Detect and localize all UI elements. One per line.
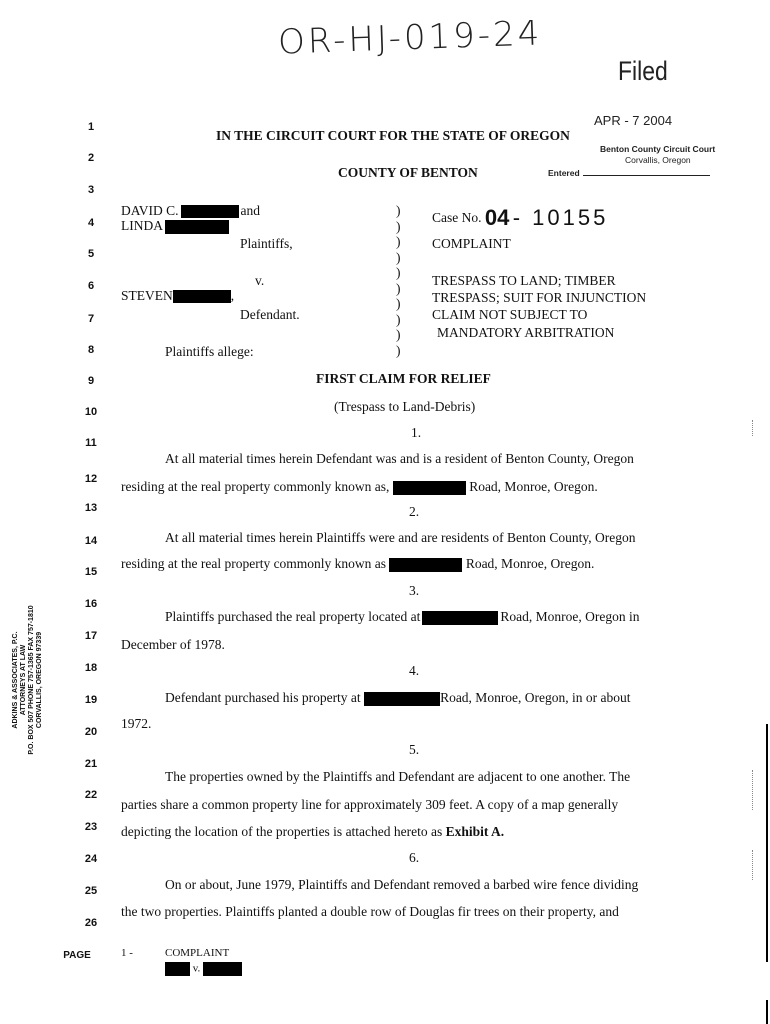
defendant-line xyxy=(121,288,234,304)
claim-description-1: TRESPASS TO LAND; TIMBER xyxy=(432,273,616,288)
law-firm-attorneys: ATTORNEYS AT LAW xyxy=(20,644,27,716)
paragraph-number: 2. xyxy=(409,504,420,519)
case-number-label: Case No. xyxy=(432,210,482,225)
paragraph-3-address: Road, Monroe, Oregon in xyxy=(500,609,640,624)
line-number: 5 xyxy=(87,248,95,260)
case-number-prefix: 04 xyxy=(484,205,510,230)
page-label: PAGE xyxy=(63,950,91,961)
line-number: 3 xyxy=(87,184,95,196)
plaintiff-first-line xyxy=(121,203,260,219)
caption-parentheses: ) ) ) ) ) ) ) ) ) ) xyxy=(396,203,401,358)
line-number: 20 xyxy=(84,726,98,738)
paragraph-1-line-1: At all material times herein Defendant was and is a resident of Benton County, Oregon xyxy=(165,451,634,466)
redaction-bar xyxy=(422,611,498,625)
defendant-label: Defendant. xyxy=(240,307,300,322)
redaction-bar xyxy=(393,481,466,495)
and-text: and xyxy=(240,203,261,218)
redaction-bar xyxy=(364,692,440,706)
line-number: 24 xyxy=(84,853,98,865)
paragraph-1-text: residing at the real property commonly known as, xyxy=(121,479,390,494)
scan-dots xyxy=(752,770,754,810)
line-number: 11 xyxy=(85,437,97,449)
law-firm-name: ADKINS & ASSOCIATES, P.C. xyxy=(12,631,19,729)
paragraph-4-text: Defendant purchased his property at xyxy=(165,690,361,705)
line-number: 14 xyxy=(84,535,98,547)
case-number-suffix: - 10155 xyxy=(512,205,609,230)
footer-document-label: COMPLAINT xyxy=(165,947,230,959)
claim-subheading: (Trespass to Land-Debris) xyxy=(334,399,476,414)
line-number: 17 xyxy=(84,630,98,642)
line-number: 16 xyxy=(84,598,98,610)
versus: v. xyxy=(255,273,265,288)
line-number: 10 xyxy=(84,406,98,418)
plaintiff-second-name: LINDA xyxy=(121,218,163,233)
line-number: 23 xyxy=(84,821,98,833)
footer-caption xyxy=(165,962,242,976)
paragraph-5-text: depicting the location of the properties is attached hereto as xyxy=(121,824,443,839)
claim-description-3: CLAIM NOT SUBJECT TO xyxy=(432,307,588,322)
line-number: 18 xyxy=(84,662,98,674)
line-number: 7 xyxy=(87,313,95,325)
paragraph-1-address: Road, Monroe, Oregon. xyxy=(469,479,598,494)
line-number: 26 xyxy=(84,917,98,929)
paragraph-number: 5. xyxy=(409,742,420,757)
exhibit-reference: Exhibit A. xyxy=(445,824,505,839)
footer-versus: v. xyxy=(192,962,201,975)
comma: , xyxy=(230,288,235,303)
law-firm-address: P.O. BOX 507 PHONE 757-1365 FAX 757-1810 xyxy=(28,605,35,755)
entered-line xyxy=(583,175,710,176)
paragraph-number: 3. xyxy=(409,583,420,598)
paragraph-6-line-1: On or about, June 1979, Plaintiffs and Defendant removed a barbed wire fence dividing xyxy=(165,877,639,892)
handwritten-case-number: OR-HJ-019-24 xyxy=(277,13,543,63)
line-number: 19 xyxy=(84,694,98,706)
filed-stamp-date: APR - 7 2004 xyxy=(594,113,673,128)
paragraph-6-line-2: the two properties. Plaintiffs planted a double row of Douglas fir trees on their property, and xyxy=(121,904,619,919)
line-number: 1 xyxy=(87,121,95,133)
document-type: COMPLAINT xyxy=(432,236,511,251)
redaction-bar xyxy=(165,220,229,234)
page-number: 1 - xyxy=(121,947,133,959)
line-number: 9 xyxy=(87,375,95,387)
line-number: 4 xyxy=(87,217,95,229)
redaction-bar xyxy=(165,962,190,976)
claim-description-2: TRESPASS; SUIT FOR INJUNCTION xyxy=(432,290,647,305)
claim-description-4: MANDATORY ARBITRATION xyxy=(437,325,615,340)
paragraph-number: 6. xyxy=(409,850,420,865)
filed-stamp-city: Corvallis, Oregon xyxy=(625,155,691,165)
paragraph-5-line-2: parties share a common property line for approximately 309 feet. A copy of a map generally xyxy=(121,797,619,812)
paragraph-number: 4. xyxy=(409,663,420,678)
line-number: 2 xyxy=(87,152,95,164)
filed-stamp-title: Filed xyxy=(618,56,668,86)
scan-dots xyxy=(752,850,754,880)
paragraph-3-line-2: December of 1978. xyxy=(121,637,225,652)
scan-edge-line xyxy=(766,724,768,962)
plaintiffs-allege: Plaintiffs allege: xyxy=(165,344,254,359)
line-number: 22 xyxy=(84,789,98,801)
law-firm-city: CORVALLIS, OREGON 97339 xyxy=(36,631,43,729)
paragraph-5-line-1: The properties owned by the Plaintiffs and Defendant are adjacent to one another. The xyxy=(165,769,631,784)
plaintiffs-label: Plaintiffs, xyxy=(240,236,293,251)
paragraph-2-text: residing at the real property commonly known as xyxy=(121,556,387,571)
paragraph-3-line-1 xyxy=(165,609,640,625)
filed-stamp-court: Benton County Circuit Court xyxy=(600,144,716,154)
line-number: 12 xyxy=(84,473,98,485)
claim-heading: FIRST CLAIM FOR RELIEF xyxy=(316,371,491,386)
line-number: 15 xyxy=(84,566,98,578)
plaintiff-first-name: DAVID C. xyxy=(121,203,179,218)
scan-dots xyxy=(752,420,754,436)
paragraph-3-text: Plaintiffs purchased the real property located at xyxy=(165,609,421,624)
line-number: 8 xyxy=(87,344,95,356)
case-number-line xyxy=(432,205,608,231)
line-number: 6 xyxy=(87,280,95,292)
court-title: IN THE CIRCUIT COURT FOR THE STATE OF OREGON xyxy=(216,128,570,143)
line-number: 21 xyxy=(84,758,98,770)
line-number: 25 xyxy=(84,885,98,897)
plaintiff-second-line xyxy=(121,218,229,234)
paragraph-1-line-2 xyxy=(121,479,598,495)
redaction-bar xyxy=(181,205,239,218)
redaction-bar xyxy=(173,290,231,303)
redaction-bar xyxy=(389,558,462,572)
paragraph-2-line-1: At all material times herein Plaintiffs were and are residents of Benton County, Oregon xyxy=(165,530,636,545)
paragraph-5-line-3 xyxy=(121,824,504,840)
paragraph-4-line-1 xyxy=(165,690,631,706)
filed-stamp-entered: Entered xyxy=(548,168,580,178)
paragraph-number: 1. xyxy=(411,425,422,440)
law-firm-sidebar xyxy=(12,580,44,780)
defendant-name: STEVEN xyxy=(121,288,173,303)
redaction-bar xyxy=(203,962,242,976)
paragraph-4-line-2: 1972. xyxy=(121,716,152,731)
line-number: 13 xyxy=(84,502,98,514)
paragraph-2-line-2 xyxy=(121,556,594,572)
paragraph-2-address: Road, Monroe, Oregon. xyxy=(465,556,595,571)
scan-edge-line xyxy=(766,1000,768,1024)
county-title: COUNTY OF BENTON xyxy=(338,165,478,180)
paragraph-4-address: Road, Monroe, Oregon, in or about xyxy=(440,690,631,705)
